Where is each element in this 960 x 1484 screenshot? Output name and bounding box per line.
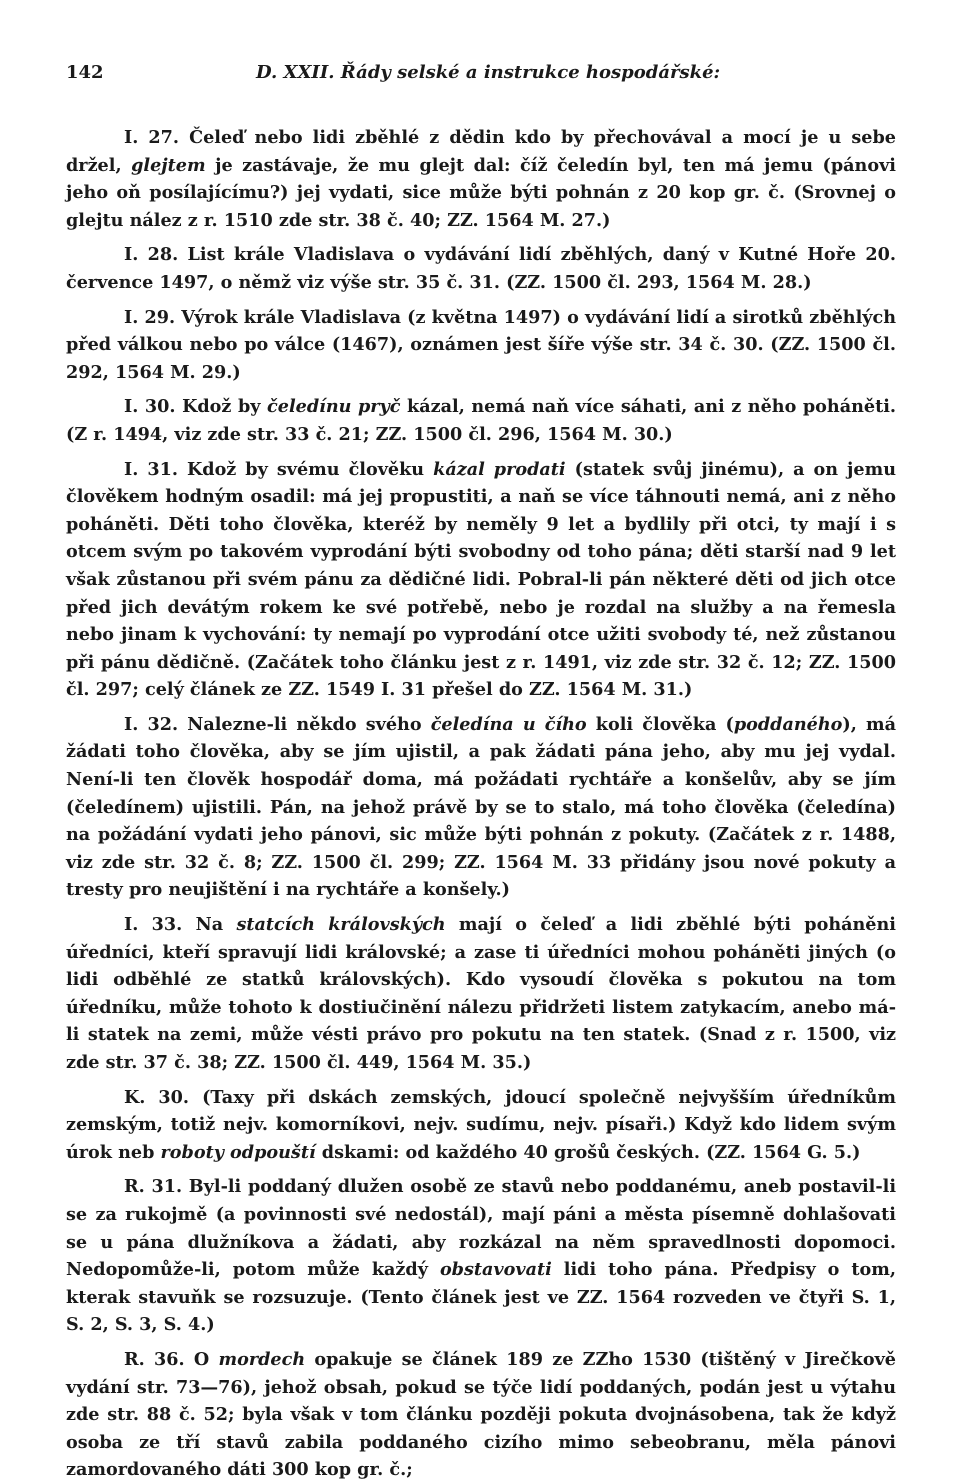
- text-run: I. 31. Kdož by svému člověku: [124, 458, 434, 480]
- paragraph-i30: [66, 393, 896, 448]
- text-run: I. 28. List krále Vladislava o vydávání lidí zběhlých, daný v Kutné Hoře 20. července 1497, o němž viz výše str. 35 č. 31. (ZZ. 1500 čl. 293, 1564 M. 28.): [66, 244, 896, 293]
- italic-term: kázal prodati: [433, 458, 566, 480]
- text-run: I. 30. Kdož by: [124, 396, 268, 418]
- running-title: D. XXII. Řády selské a instrukce hospodářské:: [256, 62, 721, 83]
- paragraph-i28: [66, 241, 896, 296]
- text-run: je zastávaje, že mu glejt dal: číž čeledín byl, ten má jemu (pánovi jeho oň posílajícímu?) jej vydati, sice může býti pohnán z 20 kop gr. č. (Srovnej o glejtu nález z r. 1510 zde str. 38 č. 40; ZZ. 1564 M. 27.): [66, 154, 896, 231]
- text-run: I. 32. Nalezne-li někdo svého: [124, 713, 431, 735]
- italic-term: mordech: [218, 1348, 306, 1370]
- text-run: I. 33. Na: [124, 914, 237, 936]
- text-run: K. 30. (Taxy při dskách zemských, jdoucí společně nejvyšším úředníkům zemským, totiž nejv. komorníkovi, nejv. sudímu, nejv. písaři.) Když kdo lidem svým úrok neb: [66, 1086, 896, 1163]
- text-run: R. 31. Byl-li poddaný dlužen osobě ze stavů nebo poddanému, aneb postavil-li se za rukojmě (a povinnosti své nedostál), mají páni a města písemně dohlašovati se u pána dlužníkova a žádati, aby rozkázal na něm spravedlnosti dopomoci. Nedopomůže-li, potom může každý: [66, 1176, 896, 1281]
- running-head: [66, 62, 896, 92]
- italic-term: statcích královských: [236, 914, 446, 936]
- page-number: 142: [66, 62, 104, 83]
- italic-term: roboty odpouští: [160, 1141, 316, 1163]
- text-run: mají o čeleď a lidi zběhlé býti poháněni úředníci, kteří spravují lidi královské; a zase ti úředníci mohou poháněti jiných (o lidi odběhlé ze statků královských). Kdo vysoudí člověka s pokutou na tom úředníku, může tohoto k dostiučinění nálezu přidržeti listem zatykacím, anebo má-li statek na zemi, může vésti právo pro pokutu na ten statek. (Snad z r. 1500, viz zde str. 37 č. 38; ZZ. 1500 čl. 449, 1564 M. 35.): [66, 914, 896, 1073]
- text-run: lidi toho pána. Předpisy o tom, kterak stavuňk se rozsuzuje. (Tento článek jest ve ZZ. 1564 rozveden ve čtyři S. 1, S. 2, S. 3, S. 4.): [66, 1259, 896, 1336]
- italic-term: obstavovati: [439, 1259, 552, 1281]
- text-run: opakuje se článek 189 ze ZZho 1530 (tištěný v Jirečkově vydání str. 73—76), jehož obsah, pokud se týče lidí poddaných, podán jest u výtahu zde str. 88 č. 52; byla však v tom článku později pokuta dvojnásobena, tak že když osoba ze tří stavů zabila poddaného cizího mimo sebeobranu, měla pánovi zamordovaného dáti 300 kop gr. č.;: [66, 1348, 897, 1481]
- paragraph-r36: [66, 1346, 896, 1484]
- text-run: kázal, nemá naň více sáhati, ani z něho poháněti. (Z r. 1494, viz zde str. 33 č. 21; ZZ. 1500 čl. 296, 1564 M. 30.): [66, 396, 897, 445]
- italic-term: glejtem: [131, 154, 206, 176]
- italic-term: poddaného: [733, 713, 843, 735]
- paragraph-i33: [66, 911, 896, 1077]
- text-run: I. 27. Čeleď nebo lidi zběhlé z dědin kdo by přechovával a mocí je u sebe držel,: [66, 127, 896, 176]
- paragraph-i27: [66, 124, 896, 234]
- body-text: [66, 124, 896, 1484]
- paragraph-i29: [66, 304, 896, 387]
- paragraph-r31: [66, 1173, 896, 1339]
- paragraph-i32: [66, 711, 896, 904]
- paragraph-k30: [66, 1084, 896, 1167]
- text-run: I. 29. Výrok krále Vladislava (z května 1497) o vydávání lidí a sirotků zběhlých před válkou nebo po válce (1467), oznámen jest šíře výše str. 34 č. 30. (ZZ. 1500 čl. 292, 1564 M. 29.): [66, 306, 896, 383]
- text-run: ), má žádati toho člověka, aby se jím ujistil, a pak žádati pána jeho, aby mu jej vydal. Není-li ten člověk hospodář doma, má požádati rychtáře a konšelův, aby se jím (čeledínem) ujistili. Pán, na jehož právě by se to stalo, má toho člověka (čeledína) na požádání vydati jeho pánovi, sic může býti pohnán z pokuty. (Začátek z r. 1488, viz zde str. 32 č. 8; ZZ. 1500 čl. 299; ZZ. 1564 M. 33 přidány jsou nové pokuty a tresty pro neujištění i na rychtáře a konšely.): [66, 713, 897, 901]
- text-run: (statek svůj jinému), a on jemu člověkem hodným osadil: má jej propustiti, a naň se více táhnouti nemá, ani z něho poháněti. Děti toho člověka, kteréž by neměly 9 let a bydlily při otci, ty mají i s otcem svým po takovém vyprodání býti svobodny od toho pána; děti starší nad 9 let však zůstanou při svém pánu za dědičné lidi. Pobral-li pán některé děti od jich otce před jich devátým rokem ke své potřebě, nebo je rozdal na služby a na řemesla nebo jinam k vychování: ty nemají po vyprodání otce užiti svobody té, než zůstanou při pánu dědičně. (Začátek toho článku jest z r. 1491, viz zde str. 32 č. 12; ZZ. 1500 čl. 297; celý článek ze ZZ. 1549 I. 31 přešel do ZZ. 1564 M. 31.): [66, 458, 897, 701]
- italic-term: čeledína u čího: [430, 713, 587, 735]
- italic-term: čeledínu pryč: [267, 396, 401, 418]
- text-run: dskami: od každého 40 grošů českých. (ZZ. 1564 G. 5.): [315, 1141, 861, 1163]
- text-run: koli člověka (: [586, 713, 734, 735]
- text-run: R. 36. O: [124, 1348, 219, 1370]
- paragraph-i31: [66, 456, 896, 704]
